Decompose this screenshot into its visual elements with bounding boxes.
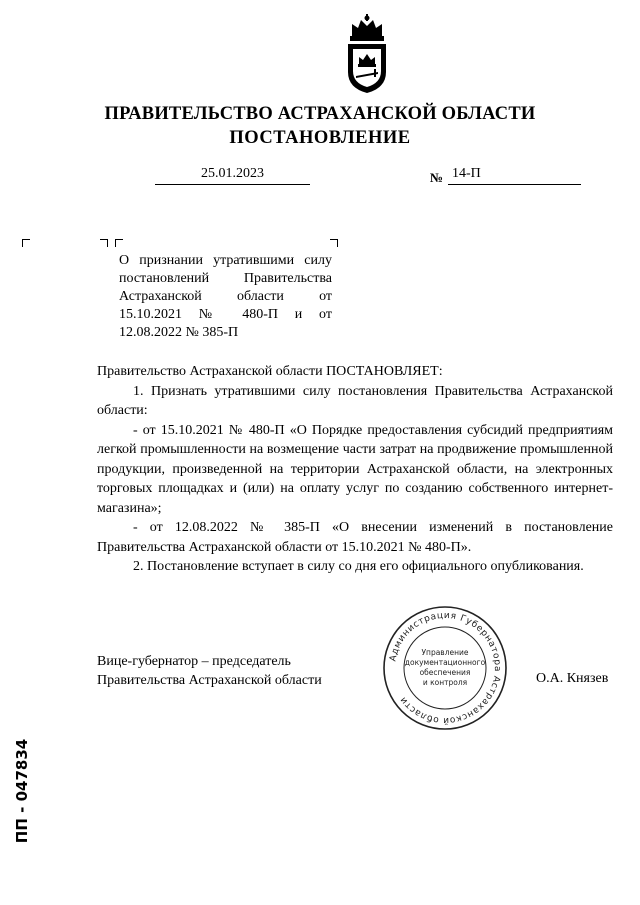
document-kind: ПОСТАНОВЛЕНИЕ: [229, 128, 411, 148]
signatory-name: О.А. Князев: [536, 671, 609, 686]
stamp-center-line-2: документационного: [404, 658, 486, 667]
corner-mark: [100, 239, 108, 247]
stamp-center-line-1: Управление: [421, 648, 469, 657]
clause-1-b: - от 12.08.2022 № 385-П «О внесении изменений в постановление Правительства Астраханской области от 15.10.2021 № 480-П».: [97, 520, 613, 555]
stamp-ring-text: Администрация Губернатора Астраханской области: [388, 610, 503, 726]
document-number-field: [448, 166, 581, 185]
preamble: Правительство Астраханской области ПОСТАНОВЛЯЕТ:: [97, 364, 443, 379]
side-registration-code: [4, 740, 40, 852]
signatory-position-line-1: Вице-губернатор – председатель: [97, 654, 291, 669]
side-registration-code-text: ПП - 047834: [13, 738, 31, 844]
corner-mark: [22, 239, 30, 247]
corner-mark: [330, 239, 338, 247]
document-number: 14-П: [452, 166, 481, 181]
document-body: [97, 362, 613, 577]
stamp-center-line-3: обеспечения: [419, 668, 471, 677]
coat-of-arms-emblem: [344, 14, 390, 94]
clause-2: 2. Постановление вступает в силу со дня его официального опубликования.: [133, 559, 584, 574]
government-title: ПРАВИТЕЛЬСТВО АСТРАХАНСКОЙ ОБЛАСТИ: [104, 104, 536, 124]
official-stamp: [382, 605, 508, 731]
document-subject: О признании утратившими силу постановлений Правительства Астраханской области от 15.10.2021 № 480-П и от 12.08.2022 № 385-П: [119, 253, 332, 340]
document-date: 25.01.2023: [155, 166, 310, 185]
clause-1: 1. Признать утратившими силу постановления Правительства Астраханской области:: [97, 383, 613, 418]
clause-1-a: - от 15.10.2021 № 480-П «О Порядке предоставления субсидий предприятиям легкой промышленности на возмещение части затрат на продвижение промышленной продукции, произведенной на территории Астраханской области, на электронных торговых площадках и (или) на оплату услуг по созданию собственного интернет-магазина»;: [97, 422, 613, 516]
signatory-position-line-2: Правительства Астраханской области: [97, 673, 322, 688]
corner-mark: [115, 239, 123, 247]
number-sign: №: [430, 170, 444, 185]
signatory-position: [97, 652, 322, 690]
stamp-center-line-4: и контроля: [422, 678, 468, 687]
